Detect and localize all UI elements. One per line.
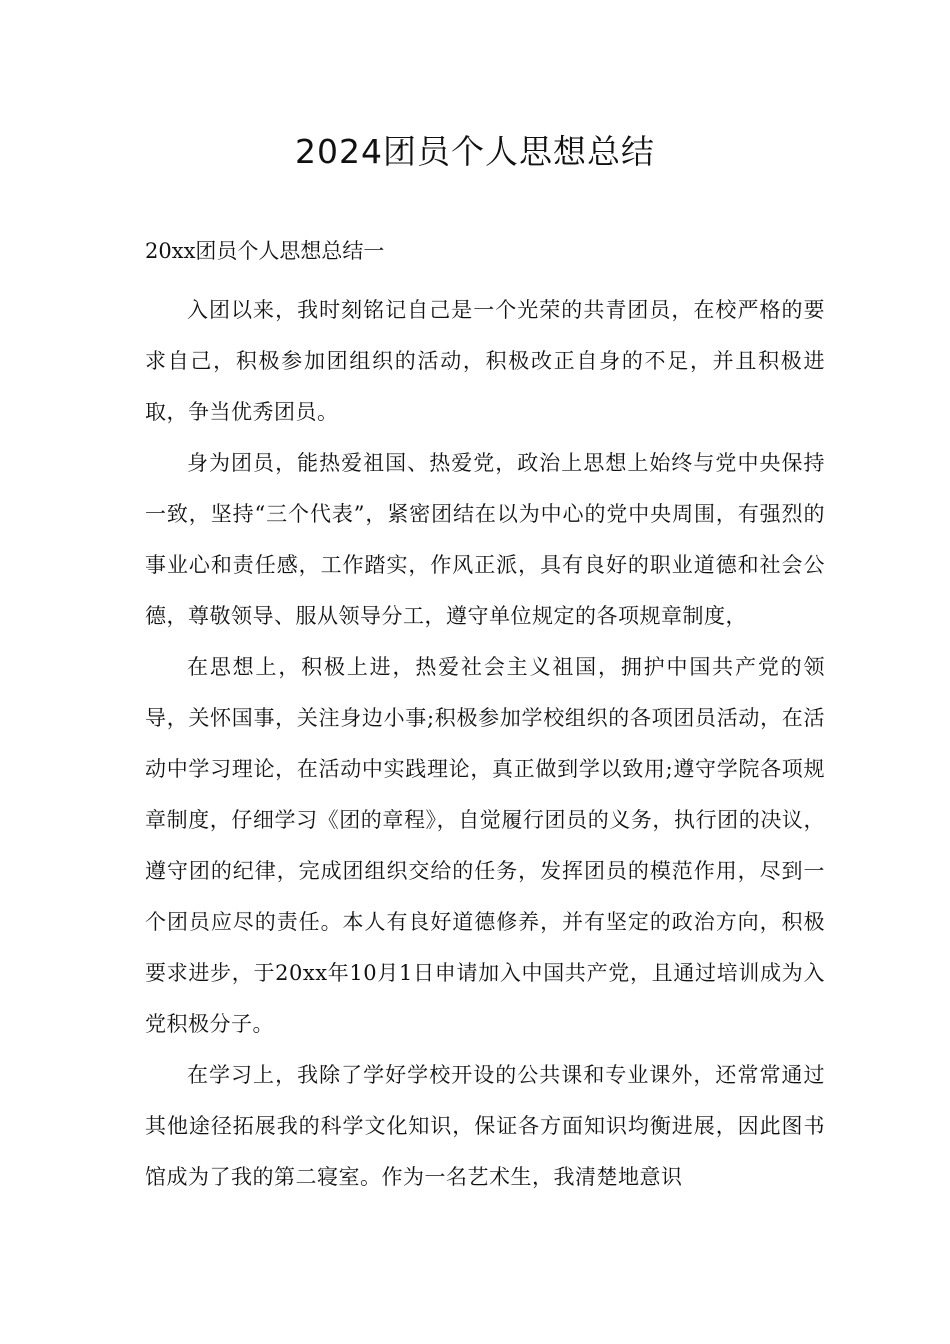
document-title: 2024团员个人思想总结 [295,132,655,171]
paragraph: 在思想上，积极上进，热爱社会主义祖国，拥护中国共产党的领导，关怀国事，关注身边小事;积极参加学校组织的各项团员活动，在活动中学习理论，在活动中实践理论，真正做到学以致用;遵守学院各项规章制度，仔细学习《团的章程》，自觉履行团员的义务，执行团的决议，遵守团的纪律，完成团组织交给的任务，发挥团员的模范作用，尽到一个团员应尽的责任。本人有良好道德修养，并有坚定的政治方向，积极要求进步，于20xx年10月1日申请加入中国共产党，且通过培训成为入党积极分子。 [145,655,825,1036]
paragraph: 在学习上，我除了学好学校开设的公共课和专业课外，还常常通过其他途径拓展我的科学文化知识，保证各方面知识均衡进展，因此图书馆成为了我的第二寝室。作为一名艺术生，我清楚地意识 [145,1063,825,1189]
paragraph: 入团以来，我时刻铭记自己是一个光荣的共青团员，在校严格的要求自己，积极参加团组织的活动，积极改正自身的不足，并且积极进取，争当优秀团员。 [145,298,825,424]
section-heading: 20xx团员个人思想总结一 [145,239,385,263]
paragraph: 身为团员，能热爱祖国、热爱党，政治上思想上始终与党中央保持一致，坚持“三个代表”，紧密团结在以为中心的党中央周围，有强烈的事业心和责任感，工作踏实，作风正派，具有良好的职业道德和社会公德，尊敬领导、服从领导分工，遵守单位规定的各项规章制度， [145,451,825,628]
document-body [145,233,825,1203]
